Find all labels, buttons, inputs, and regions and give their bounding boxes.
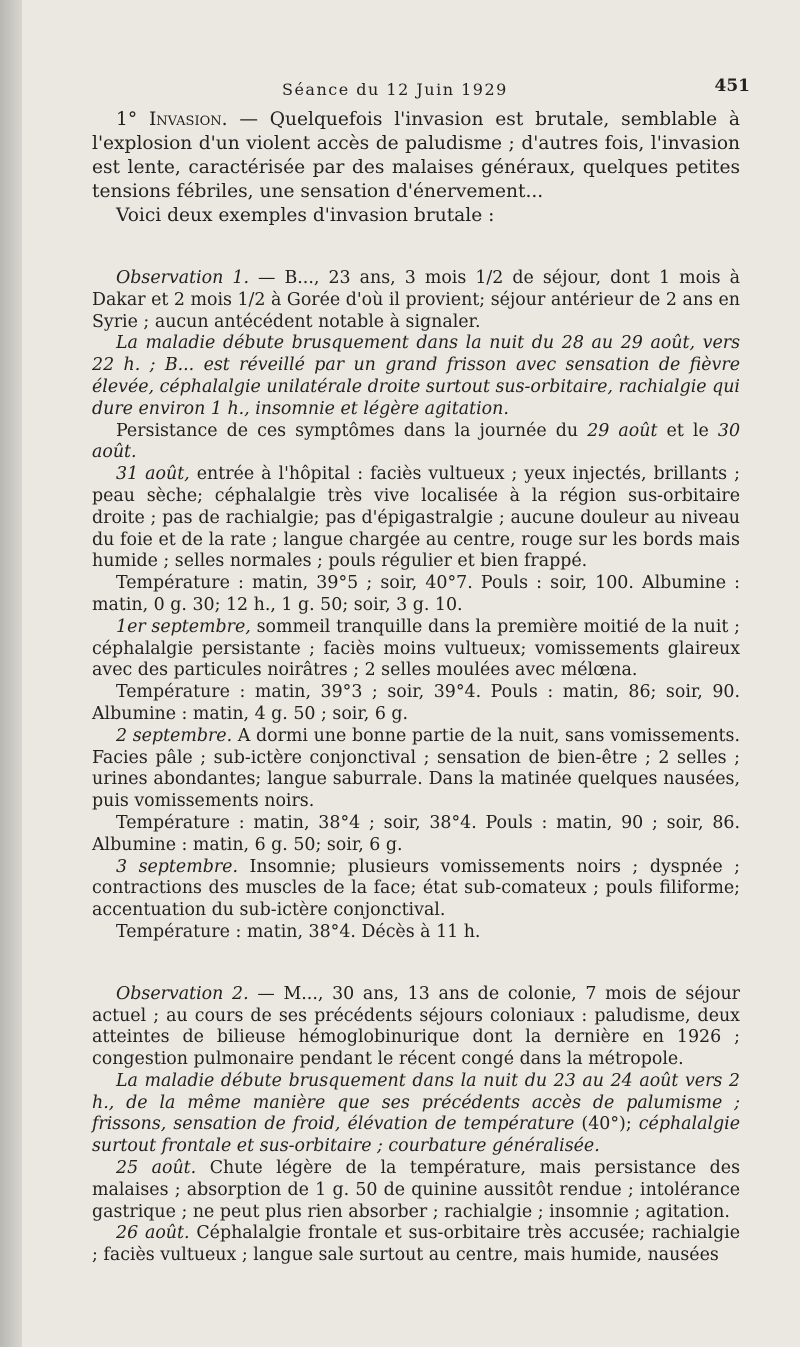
observation-2 (92, 984, 740, 1267)
obs1-sept-2-text: A dormi une bonne partie de la nuit, sans vomissements. Facies pâle ; sub-ictère conjonctival ; sensation de bien-être ; 2 selles ; urines abondantes; langue saburrale. Dans la matinée quelques nausées, puis vomissements noirs. (92, 725, 740, 812)
section-lead: 1° Invasion. (116, 109, 228, 130)
obs1-onset: La maladie débute brusquement dans la nuit du 28 au 29 août, vers 22 h. ; B... est réveillé par un grand frisson avec sensation de fièvre élevée, céphalalgie unilatérale droite surtout sus-orbitaire, rachialgie qui dure environ 1 h., insomnie et légère agitation. (92, 333, 740, 419)
intro-text: — Quelquefois l'invasion est brutale, semblable à l'explosion d'un violent accès de paludisme ; d'autres fois, l'invasion est lente, caractérisée par des malaises généraux, quelques petites tensions fébriles, une sensation d'énervement... (92, 109, 740, 202)
obs1-day-31-label: 31 août, (116, 464, 190, 485)
obs2-onset-temp: (40°); (581, 1114, 632, 1135)
obs2-aug-25-label: 25 août. (116, 1158, 197, 1179)
obs2-aug-26-text: Céphalalgie frontale et sus-orbitaire très accusée; rachialgie ; faciès vultueux ; langue sale surtout au centre, mais humide, nausées (92, 1223, 740, 1266)
page-edge-shadow (0, 0, 22, 1347)
obs2-onset-text: La maladie débute brusquement dans la nuit du 23 au 24 août vers 2 h., de la même manière que ses précédents accès de palumisme ; frissons, sensation de froid, élévation de température (92, 1070, 740, 1135)
page-header (92, 68, 750, 108)
obs1-sept-2-temperature: Température : matin, 38°4 ; soir, 38°4. Pouls : matin, 90 ; soir, 86. Albumine : matin, 6 g. 50; soir, 6 g. (92, 812, 740, 855)
obs1-sept-3-text: Insomnie; plusieurs vomissements noirs ; dyspnée ; contractions des muscles de la face; état sub-comateux ; pouls filiforme; accentuation du sub-ictère conjonctival. (92, 856, 740, 921)
obs1-sept-3-label: 3 septembre. (116, 856, 238, 877)
obs1-day-31-text: entrée à l'hôpital : faciès vultueux ; yeux injectés, brillants ; peau sèche; céphalalgie très vive localisée à la région sus-orbitaire droite ; pas de rachialgie; pas d'épigastralgie ; aucune douleur au niveau du foie et de la rate ; langue chargée au centre, rouge sur les bords mais humide ; selles normales ; pouls régulier et bien frappé. (92, 464, 740, 572)
obs1-sept-1 (92, 617, 740, 682)
obs2-aug-25-text: Chute légère de la température, mais persistance des malaises ; absorption de 1 g. 50 de quinine aussitôt rendue ; intolérance gastrique ; ne peut plus rien absorber ; rachialgie ; insomnie ; agitation. (92, 1158, 740, 1222)
obs2-onset (92, 1071, 740, 1158)
running-head: Séance du 12 Juin 1929 (282, 80, 508, 99)
obs2-label: Observation 2. (116, 983, 249, 1004)
obs1-intro (92, 268, 740, 333)
obs1-persist-date1: 29 août (587, 420, 658, 441)
obs2-intro-text: — M..., 30 ans, 13 ans de colonie, 7 mois de séjour actuel ; au cours de ses précédents séjours coloniaux : paludisme, deux atteintes de bilieuse hémoglobinurique dont la dernière en 1926 ; congestion pulmonaire pendant le récent congé dans la métropole. (92, 983, 740, 1070)
obs2-intro (92, 984, 740, 1071)
obs2-onset-post: céphalalgie surtout frontale et sus-orbitaire ; courbature généralisée. (92, 1114, 741, 1157)
page-number: 451 (714, 76, 750, 96)
obs1-persist-date2: 30 août. (92, 420, 741, 463)
obs1-sept-1-text: sommeil tranquille dans la première moitié de la nuit ; céphalalgie persistante ; faciès moins vultueux; vomissements glaireux avec des particules noirâtres ; 2 selles moulées avec mélœna. (92, 616, 741, 681)
obs2-aug-25 (92, 1158, 740, 1223)
intro-paragraph-2: Voici deux exemples d'invasion brutale : (116, 205, 495, 226)
obs1-sept-2-label: 2 septembre. (116, 725, 233, 746)
obs1-day-31-temperature: Température : matin, 39°5 ; soir, 40°7. Pouls : soir, 100. Albumine : matin, 0 g. 30; 12 h., 1 g. 50; soir, 3 g. 10. (92, 573, 740, 615)
obs1-sept-1-label: 1er septembre, (116, 616, 251, 637)
page-content (92, 68, 750, 1267)
obs1-sept-1-temperature: Température : matin, 39°3 ; soir, 39°4. Pouls : matin, 86; soir, 90. Albumine : matin, 4 g. 50 ; soir, 6 g. (92, 682, 740, 724)
obs2-aug-26 (92, 1223, 740, 1267)
intro-section (92, 108, 740, 228)
obs1-sept-3 (92, 857, 740, 922)
obs1-persist-text: Persistance de ces symptômes dans la journée du (116, 420, 579, 441)
obs1-persistence (92, 421, 740, 465)
obs1-intro-text: — B..., 23 ans, 3 mois 1/2 de séjour, dont 1 mois à Dakar et 2 mois 1/2 à Gorée d'où il provient; séjour antérieur de 2 ans en Syrie ; aucun antécédent notable à signaler. (92, 268, 740, 332)
obs1-persist-mid: et le (666, 420, 709, 441)
obs1-label: Observation 1. (116, 268, 249, 288)
obs2-aug-26-label: 26 août. (116, 1223, 190, 1244)
observation-1 (92, 268, 740, 944)
intro-paragraph (92, 108, 740, 204)
obs1-sept-2 (92, 726, 740, 813)
obs1-day-31 (92, 464, 740, 573)
obs1-sept-3-temperature: Température : matin, 38°4. Décès à 11 h. (116, 921, 481, 942)
